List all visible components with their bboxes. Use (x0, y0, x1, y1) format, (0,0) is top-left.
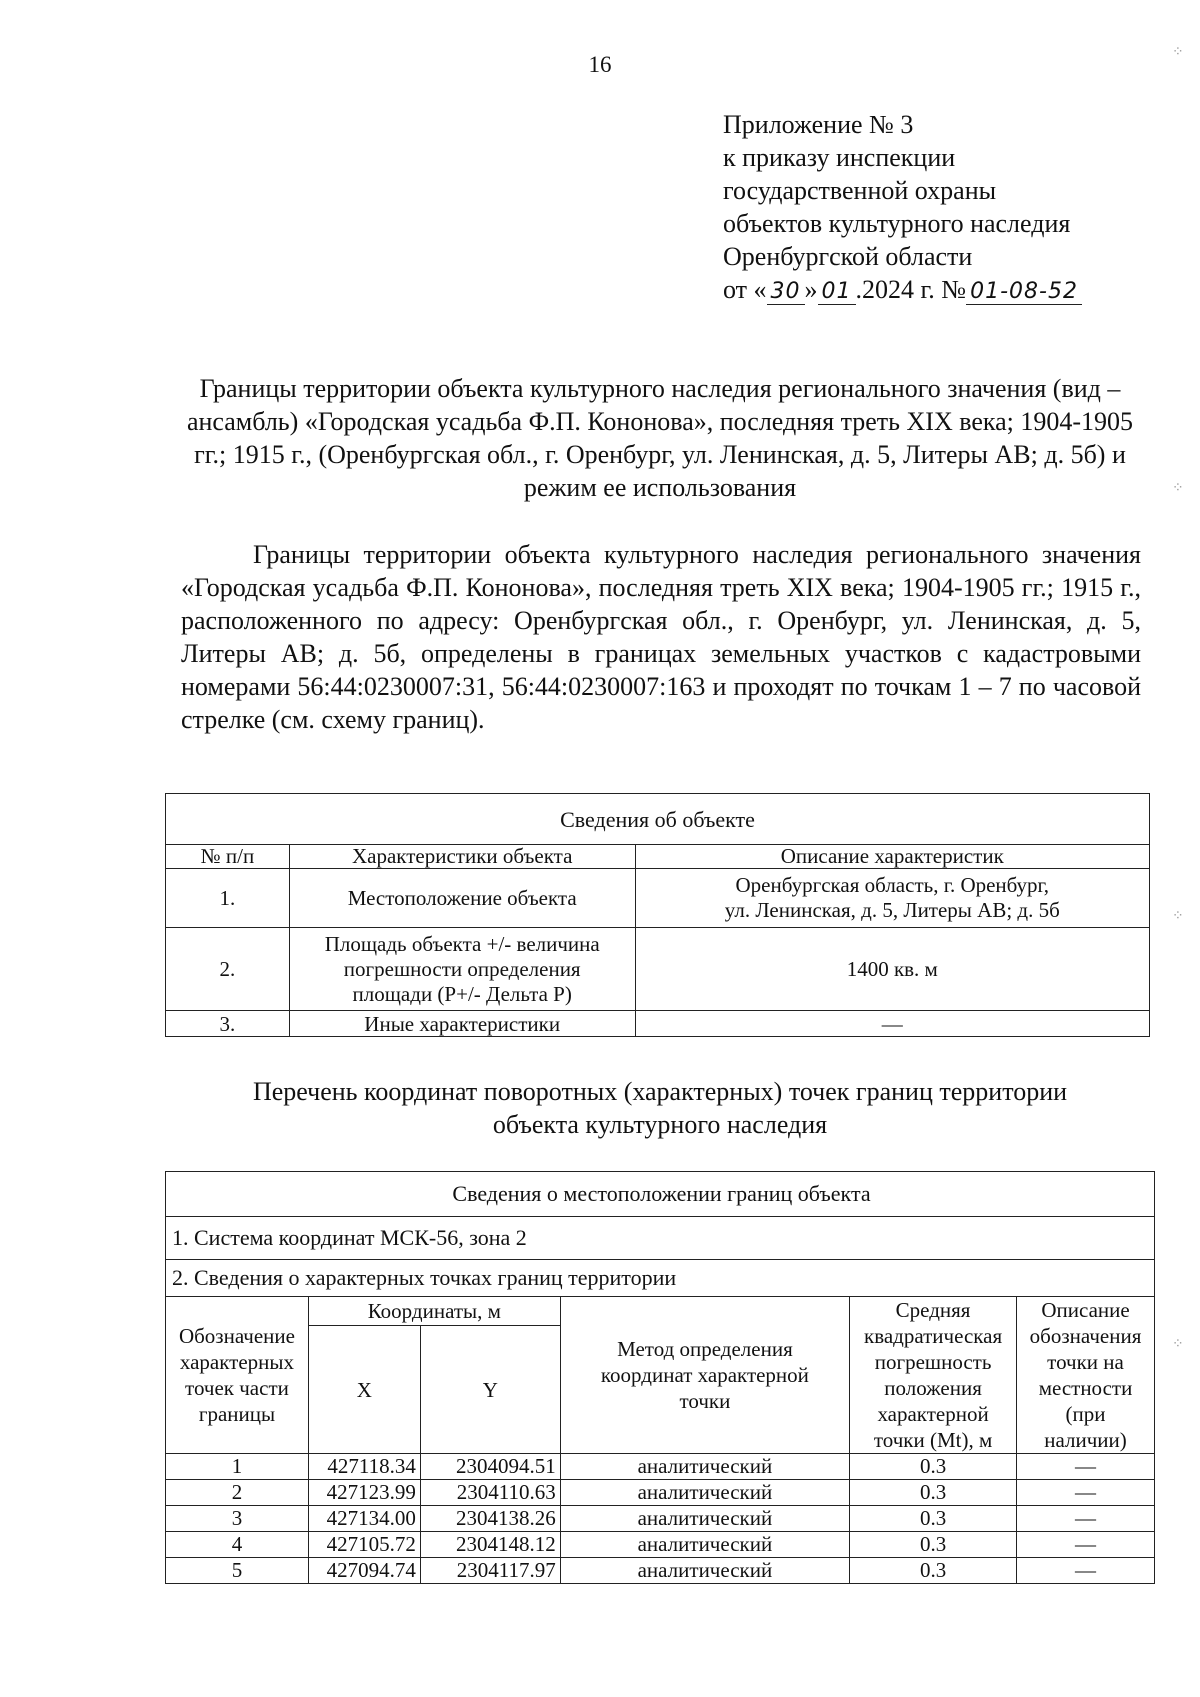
description (635, 869, 1149, 928)
header-line: обозначения (1029, 1324, 1142, 1348)
characteristic: Местоположение объекта (289, 869, 635, 928)
description: — (635, 1011, 1149, 1037)
point-x: 427118.34 (308, 1454, 420, 1480)
header-line: погрешность (874, 1350, 992, 1374)
point-description: — (1017, 1454, 1155, 1480)
point-id: 1 (166, 1454, 309, 1480)
point-y: 2304094.51 (420, 1454, 560, 1480)
point-y: 2304138.26 (420, 1506, 560, 1532)
column-header-x: X (308, 1326, 420, 1454)
header-line: характерных (179, 1350, 295, 1374)
header-line: наличии) (1044, 1428, 1127, 1452)
characteristic-line: площади (Р+/- Дельта Р) (352, 981, 572, 1006)
point-id: 2 (166, 1480, 309, 1506)
column-header: Характеристики объекта (289, 845, 635, 869)
scan-speck: ⁘ (1172, 909, 1184, 924)
point-error: 0.3 (850, 1454, 1017, 1480)
coordinate-system: 1. Система координат МСК-56, зона 2 (166, 1217, 1155, 1260)
scan-speck: ⁘ (1172, 481, 1184, 496)
coordinates-title-line: объекта культурного наследия (492, 1110, 828, 1139)
object-table-heading: Сведения об объекте (166, 794, 1150, 845)
header-line: Средняя (895, 1298, 971, 1322)
point-id: 3 (166, 1506, 309, 1532)
column-header-method (560, 1297, 849, 1454)
page-number: 16 (588, 52, 612, 77)
object-info-table (165, 793, 1150, 1037)
point-x: 427094.74 (308, 1558, 420, 1584)
coordinates-title (170, 1075, 1150, 1141)
point-description: — (1017, 1480, 1155, 1506)
header-line: точки на (1047, 1350, 1124, 1374)
header-line: характерной (877, 1402, 989, 1426)
column-header-error (850, 1297, 1017, 1454)
point-method: аналитический (560, 1532, 849, 1558)
appendix-line: Приложение № 3 (723, 110, 914, 139)
appendix-header (723, 108, 1082, 306)
table-row (166, 1558, 1155, 1584)
point-y: 2304117.97 (420, 1558, 560, 1584)
header-line: точек части (185, 1376, 289, 1400)
points-heading: 2. Сведения о характерных точках границ территории (166, 1260, 1155, 1297)
table-row (166, 1506, 1155, 1532)
coordinates-title-line: Перечень координат поворотных (характерных) точек границ территории (252, 1077, 1068, 1106)
point-description: — (1017, 1532, 1155, 1558)
characteristic-line: погрешности определения (343, 956, 581, 981)
coord-table-heading: Сведения о местоположении границ объекта (166, 1172, 1155, 1217)
header-line: (при (1065, 1402, 1106, 1426)
point-error: 0.3 (850, 1506, 1017, 1532)
point-x: 427123.99 (308, 1480, 420, 1506)
row-number: 2. (166, 928, 290, 1011)
column-header: № п/п (166, 845, 290, 869)
appendix-date-line (723, 273, 1082, 306)
table-row (166, 1480, 1155, 1506)
description: 1400 кв. м (635, 928, 1149, 1011)
table-row (166, 1011, 1150, 1037)
header-line: Обозначение (178, 1324, 295, 1348)
header-line: точки (Mt), м (873, 1428, 993, 1452)
body-paragraph: Границы территории объекта культурного наследия регионального значения «Городская усадьба Ф.П. Кононова», последняя треть XIX века; 1904-1905 гг.; 1915 г., расположенного по адресу: Оренбургская обл., г. Оренбург, ул. Ленинская, д. 5, Литеры АВ; д. 5б, определены в границах земельных участков с кадастровыми номерами 56:44:0230007:31, 56:44:0230007:163 и проходят по точкам 1 – 7 по часовой стрелке (см. схему границ). (181, 540, 1141, 734)
date-day-handwritten: 30 (767, 280, 805, 305)
row-number: 1. (166, 869, 290, 928)
header-line: положения (884, 1376, 982, 1400)
table-row (166, 1454, 1155, 1480)
point-id: 5 (166, 1558, 309, 1584)
header-line: квадратическая (864, 1324, 1003, 1348)
date-mid: » (804, 275, 818, 304)
point-error: 0.3 (850, 1558, 1017, 1584)
header-line: координат характерной (600, 1363, 809, 1387)
scan-speck: ⁘ (1172, 45, 1184, 60)
point-x: 427105.72 (308, 1532, 420, 1558)
appendix-line: Оренбургской области (723, 242, 973, 271)
table-row (166, 1532, 1155, 1558)
point-method: аналитический (560, 1454, 849, 1480)
point-description: — (1017, 1506, 1155, 1532)
date-year: .2024 г. № (855, 275, 967, 304)
table-row (166, 928, 1150, 1011)
point-error: 0.3 (850, 1480, 1017, 1506)
header-line: Метод определения (617, 1337, 793, 1361)
column-header-y: Y (420, 1326, 560, 1454)
table-row (166, 869, 1150, 928)
header-line: точки (679, 1389, 731, 1413)
header-line: границы (198, 1402, 276, 1426)
description-line: Оренбургская область, г. Оренбург, (735, 873, 1050, 897)
document-title: Границы территории объекта культурного наследия регионального значения (вид – ансамбль) «Городская усадьба Ф.П. Кононова», последняя треть XIX века; 1904-1905 гг.; 1915 г., (Оренбургская обл., г. Оренбург, ул. Ленинская, д. 5, Литеры АВ; д. 5б) и режим ее использования (186, 374, 1134, 502)
point-method: аналитический (560, 1558, 849, 1584)
header-line: Описание (1041, 1298, 1130, 1322)
header-line: местности (1038, 1376, 1133, 1400)
point-description: — (1017, 1558, 1155, 1584)
point-error: 0.3 (850, 1532, 1017, 1558)
column-header-designation (166, 1297, 309, 1454)
appendix-line: к приказу инспекции (723, 143, 956, 172)
column-header-location (1017, 1297, 1155, 1454)
point-x: 427134.00 (308, 1506, 420, 1532)
appendix-line: государственной охраны (723, 176, 997, 205)
point-id: 4 (166, 1532, 309, 1558)
characteristic: Иные характеристики (289, 1011, 635, 1037)
column-header-coordinates: Координаты, м (308, 1297, 560, 1326)
column-header: Описание характеристик (635, 845, 1149, 869)
point-y: 2304110.63 (420, 1480, 560, 1506)
point-method: аналитический (560, 1480, 849, 1506)
point-y: 2304148.12 (420, 1532, 560, 1558)
date-prefix: от « (723, 275, 767, 304)
date-month-handwritten: 01 (818, 280, 856, 305)
appendix-line: объектов культурного наследия (723, 209, 1071, 238)
point-method: аналитический (560, 1506, 849, 1532)
description-line: ул. Ленинская, д. 5, Литеры АВ; д. 5б (724, 898, 1060, 922)
scan-speck: ⁘ (1172, 1337, 1184, 1352)
coordinates-table (165, 1171, 1155, 1584)
order-number-handwritten: 01-08-52 (966, 280, 1082, 305)
characteristic (289, 928, 635, 1011)
characteristic-line: Площадь объекта +/- величина (324, 931, 600, 956)
row-number: 3. (166, 1011, 290, 1037)
